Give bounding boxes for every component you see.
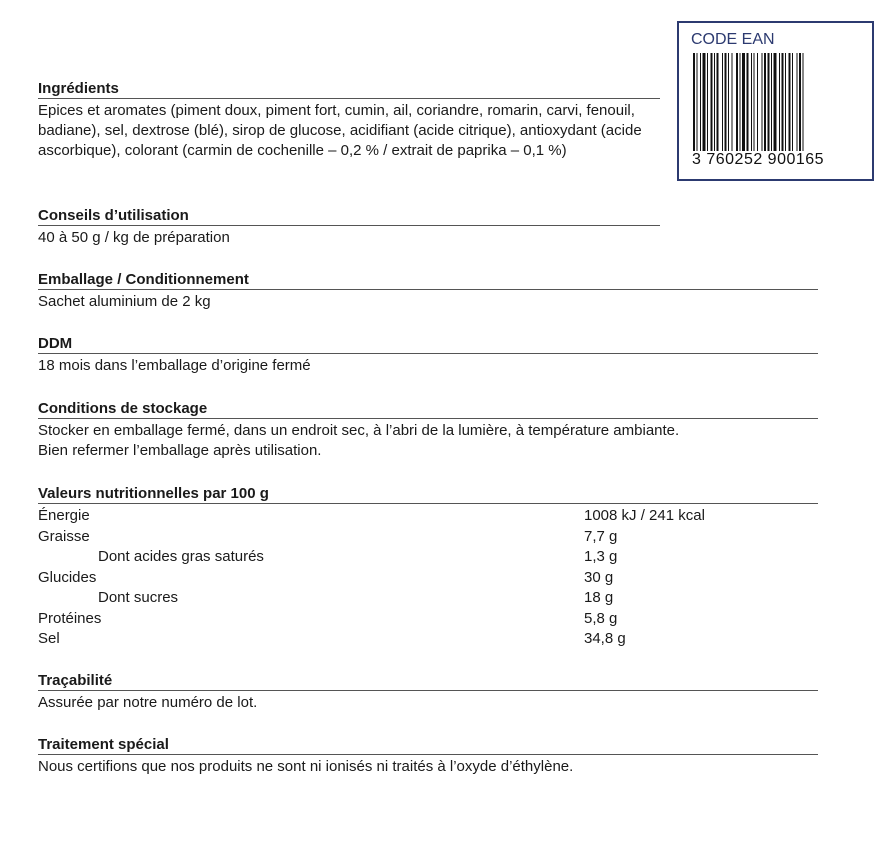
- packaging-section: [38, 271, 818, 312]
- nutrition-value: 7,7 g: [584, 527, 618, 545]
- nutrition-row: [38, 547, 818, 568]
- nutrition-row: [38, 527, 818, 548]
- ean-label: CODE EAN: [691, 31, 775, 48]
- nutrition-name: Glucides: [38, 568, 97, 586]
- nutrition-value: 5,8 g: [584, 609, 618, 627]
- ingredients-text: Epices et aromates (piment doux, piment fort, cumin, ail, coriandre, romarin, carvi, fenouil, badiane), sel, dextrose (blé), sirop de glucose, acidifiant (acide citrique), antioxydant (acide ascorbique), colorant (carmin de cochenille – 0,2 % / extrait de paprika – 0,1 %): [38, 102, 642, 159]
- packaging-text: Sachet aluminium de 2 kg: [38, 293, 211, 310]
- nutrition-name: Dont acides gras saturés: [98, 548, 264, 565]
- traceability-section: [38, 672, 818, 713]
- ingredients-title: Ingrédients: [38, 80, 660, 99]
- storage-title: Conditions de stockage: [38, 400, 818, 419]
- ddm-text: 18 mois dans l’emballage d’origine fermé: [38, 357, 311, 374]
- special-title: Traitement spécial: [38, 736, 818, 755]
- nutrition-name: Énergie: [38, 507, 90, 524]
- nutrition-name: Protéines: [38, 609, 102, 627]
- ean-code-box: [677, 21, 874, 181]
- packaging-title: Emballage / Conditionnement: [38, 271, 818, 290]
- storage-section: [38, 400, 818, 461]
- storage-line-1: Stocker en emballage fermé, dans un endroit sec, à l’abri de la lumière, à température ambiante.: [38, 422, 680, 439]
- ean-number: 3 760252 900165: [692, 151, 825, 168]
- nutrition-name: Dont sucres: [98, 589, 179, 606]
- nutrition-row: [38, 609, 818, 630]
- traceability-text: Assurée par notre numéro de lot.: [38, 694, 258, 711]
- nutrition-value: 34,8 g: [584, 630, 626, 647]
- nutrition-name: Graisse: [38, 527, 90, 545]
- nutrition-row: [38, 588, 818, 609]
- nutrition-section: [38, 485, 818, 650]
- nutrition-row: [38, 629, 818, 650]
- usage-title: Conseils d’utilisation: [38, 207, 660, 226]
- nutrition-value: 1008 kJ / 241 kcal: [584, 507, 705, 524]
- ddm-title: DDM: [38, 335, 818, 354]
- nutrition-value: 18 g: [584, 589, 614, 606]
- traceability-title: Traçabilité: [38, 672, 818, 691]
- nutrition-value: 1,3 g: [584, 548, 618, 565]
- special-text: Nous certifions que nos produits ne sont ni ionisés ni traités à l’oxyde d’éthylène.: [38, 758, 574, 775]
- barcode-image: [693, 53, 861, 163]
- usage-text: 40 à 50 g / kg de préparation: [38, 229, 230, 246]
- storage-line-2: Bien refermer l’emballage après utilisation.: [38, 442, 322, 459]
- nutrition-table: [38, 506, 818, 650]
- ddm-section: [38, 335, 818, 376]
- nutrition-name: Sel: [38, 630, 60, 647]
- nutrition-title: Valeurs nutritionnelles par 100 g: [38, 485, 818, 504]
- nutrition-value: 30 g: [584, 568, 614, 586]
- ingredients-section: [38, 80, 660, 161]
- nutrition-row: [38, 506, 818, 527]
- nutrition-row: [38, 568, 818, 589]
- special-section: [38, 736, 818, 777]
- usage-section: [38, 207, 660, 248]
